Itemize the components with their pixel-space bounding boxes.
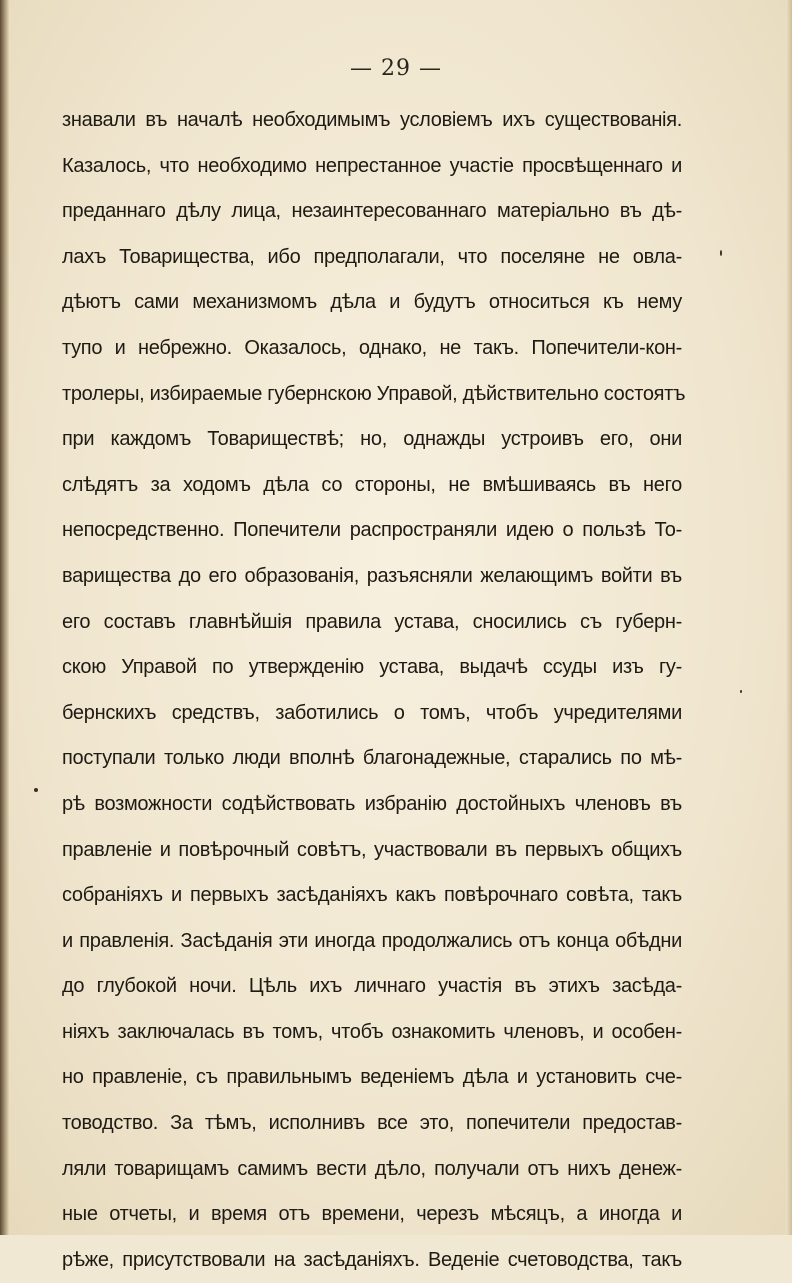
text-line: непосредственно. Попечители распространяли идею о пользѣ То- bbox=[62, 519, 682, 542]
text-line: но правленіе, съ правильнымъ веденіемъ дѣла и установить сче- bbox=[62, 1066, 682, 1089]
page-number: — 29 — bbox=[350, 56, 442, 81]
text-line: собраніяхъ и первыхъ засѣданіяхъ какъ повѣрочнаго совѣта, такъ bbox=[62, 884, 682, 907]
text-line: поступали только люди вполнѣ благонадежные, старались по мѣ- bbox=[62, 747, 682, 770]
text-line: варищества до его образованія, разъясняли желающимъ войти въ bbox=[62, 564, 682, 587]
text-line: дѣютъ сами механизмомъ дѣла и будутъ относиться къ нему bbox=[62, 291, 682, 314]
text-line: Казалось, что необходимо непрестанное участіе просвѣщеннаго и bbox=[62, 154, 682, 177]
text-line: тролеры, избираемые губернскою Управой, дѣйствительно состоятъ bbox=[62, 382, 686, 405]
text-line: рѣ возможности содѣйствовать избранію достойныхъ членовъ въ bbox=[62, 792, 682, 815]
page-right-edge bbox=[786, 0, 792, 1235]
body-text bbox=[62, 98, 686, 1283]
paper-speck bbox=[34, 788, 38, 792]
text-line: лахъ Товарищества, ибо предполагали, что поселяне не овла- bbox=[62, 245, 682, 268]
text-line: бернскихъ средствъ, заботились о томъ, чтобъ учредителями bbox=[62, 701, 682, 724]
text-line: слѣдятъ за ходомъ дѣла со стороны, не вмѣшиваясь въ него bbox=[62, 473, 682, 496]
text-line: ляли товарищамъ самимъ вести дѣло, получали отъ нихъ денеж- bbox=[62, 1157, 682, 1180]
text-line: до глубокой ночи. Цѣль ихъ личнаго участія въ этихъ засѣда- bbox=[62, 975, 682, 998]
text-line: преданнаго дѣлу лица, незаинтересованнаго матеріально въ дѣ- bbox=[62, 200, 682, 223]
paper-speck bbox=[720, 250, 722, 256]
page-binding-edge bbox=[0, 0, 9, 1235]
text-line: рѣже, присутствовали на засѣданіяхъ. Веденіе счетоводства, такъ bbox=[62, 1248, 682, 1271]
text-line: скою Управой по утвержденію устава, выдачѣ ссуды изъ гу- bbox=[62, 656, 682, 679]
paper-speck bbox=[740, 690, 742, 693]
text-line: ные отчеты, и время отъ времени, черезъ мѣсяцъ, а иногда и bbox=[62, 1203, 682, 1226]
text-line: и правленія. Засѣданія эти иногда продолжались отъ конца обѣдни bbox=[62, 929, 682, 952]
text-line: знавали въ началѣ необходимымъ условіемъ ихъ существованія. bbox=[62, 109, 682, 131]
text-line: его составъ главнѣйшія правила устава, сносились съ губерн- bbox=[62, 610, 682, 633]
text-line: правленіе и повѣрочный совѣтъ, участвовали въ первыхъ общихъ bbox=[62, 838, 682, 861]
text-line: ніяхъ заключалась въ томъ, чтобъ ознакомить членовъ, и особен- bbox=[62, 1020, 682, 1043]
text-line: при каждомъ Товариществѣ; но, однажды устроивъ его, они bbox=[62, 428, 682, 451]
text-line: товодство. За тѣмъ, исполнивъ все это, попечители предостав- bbox=[62, 1112, 682, 1135]
text-line: тупо и небрежно. Оказалось, однако, не такъ. Попечители-кон- bbox=[62, 336, 682, 359]
